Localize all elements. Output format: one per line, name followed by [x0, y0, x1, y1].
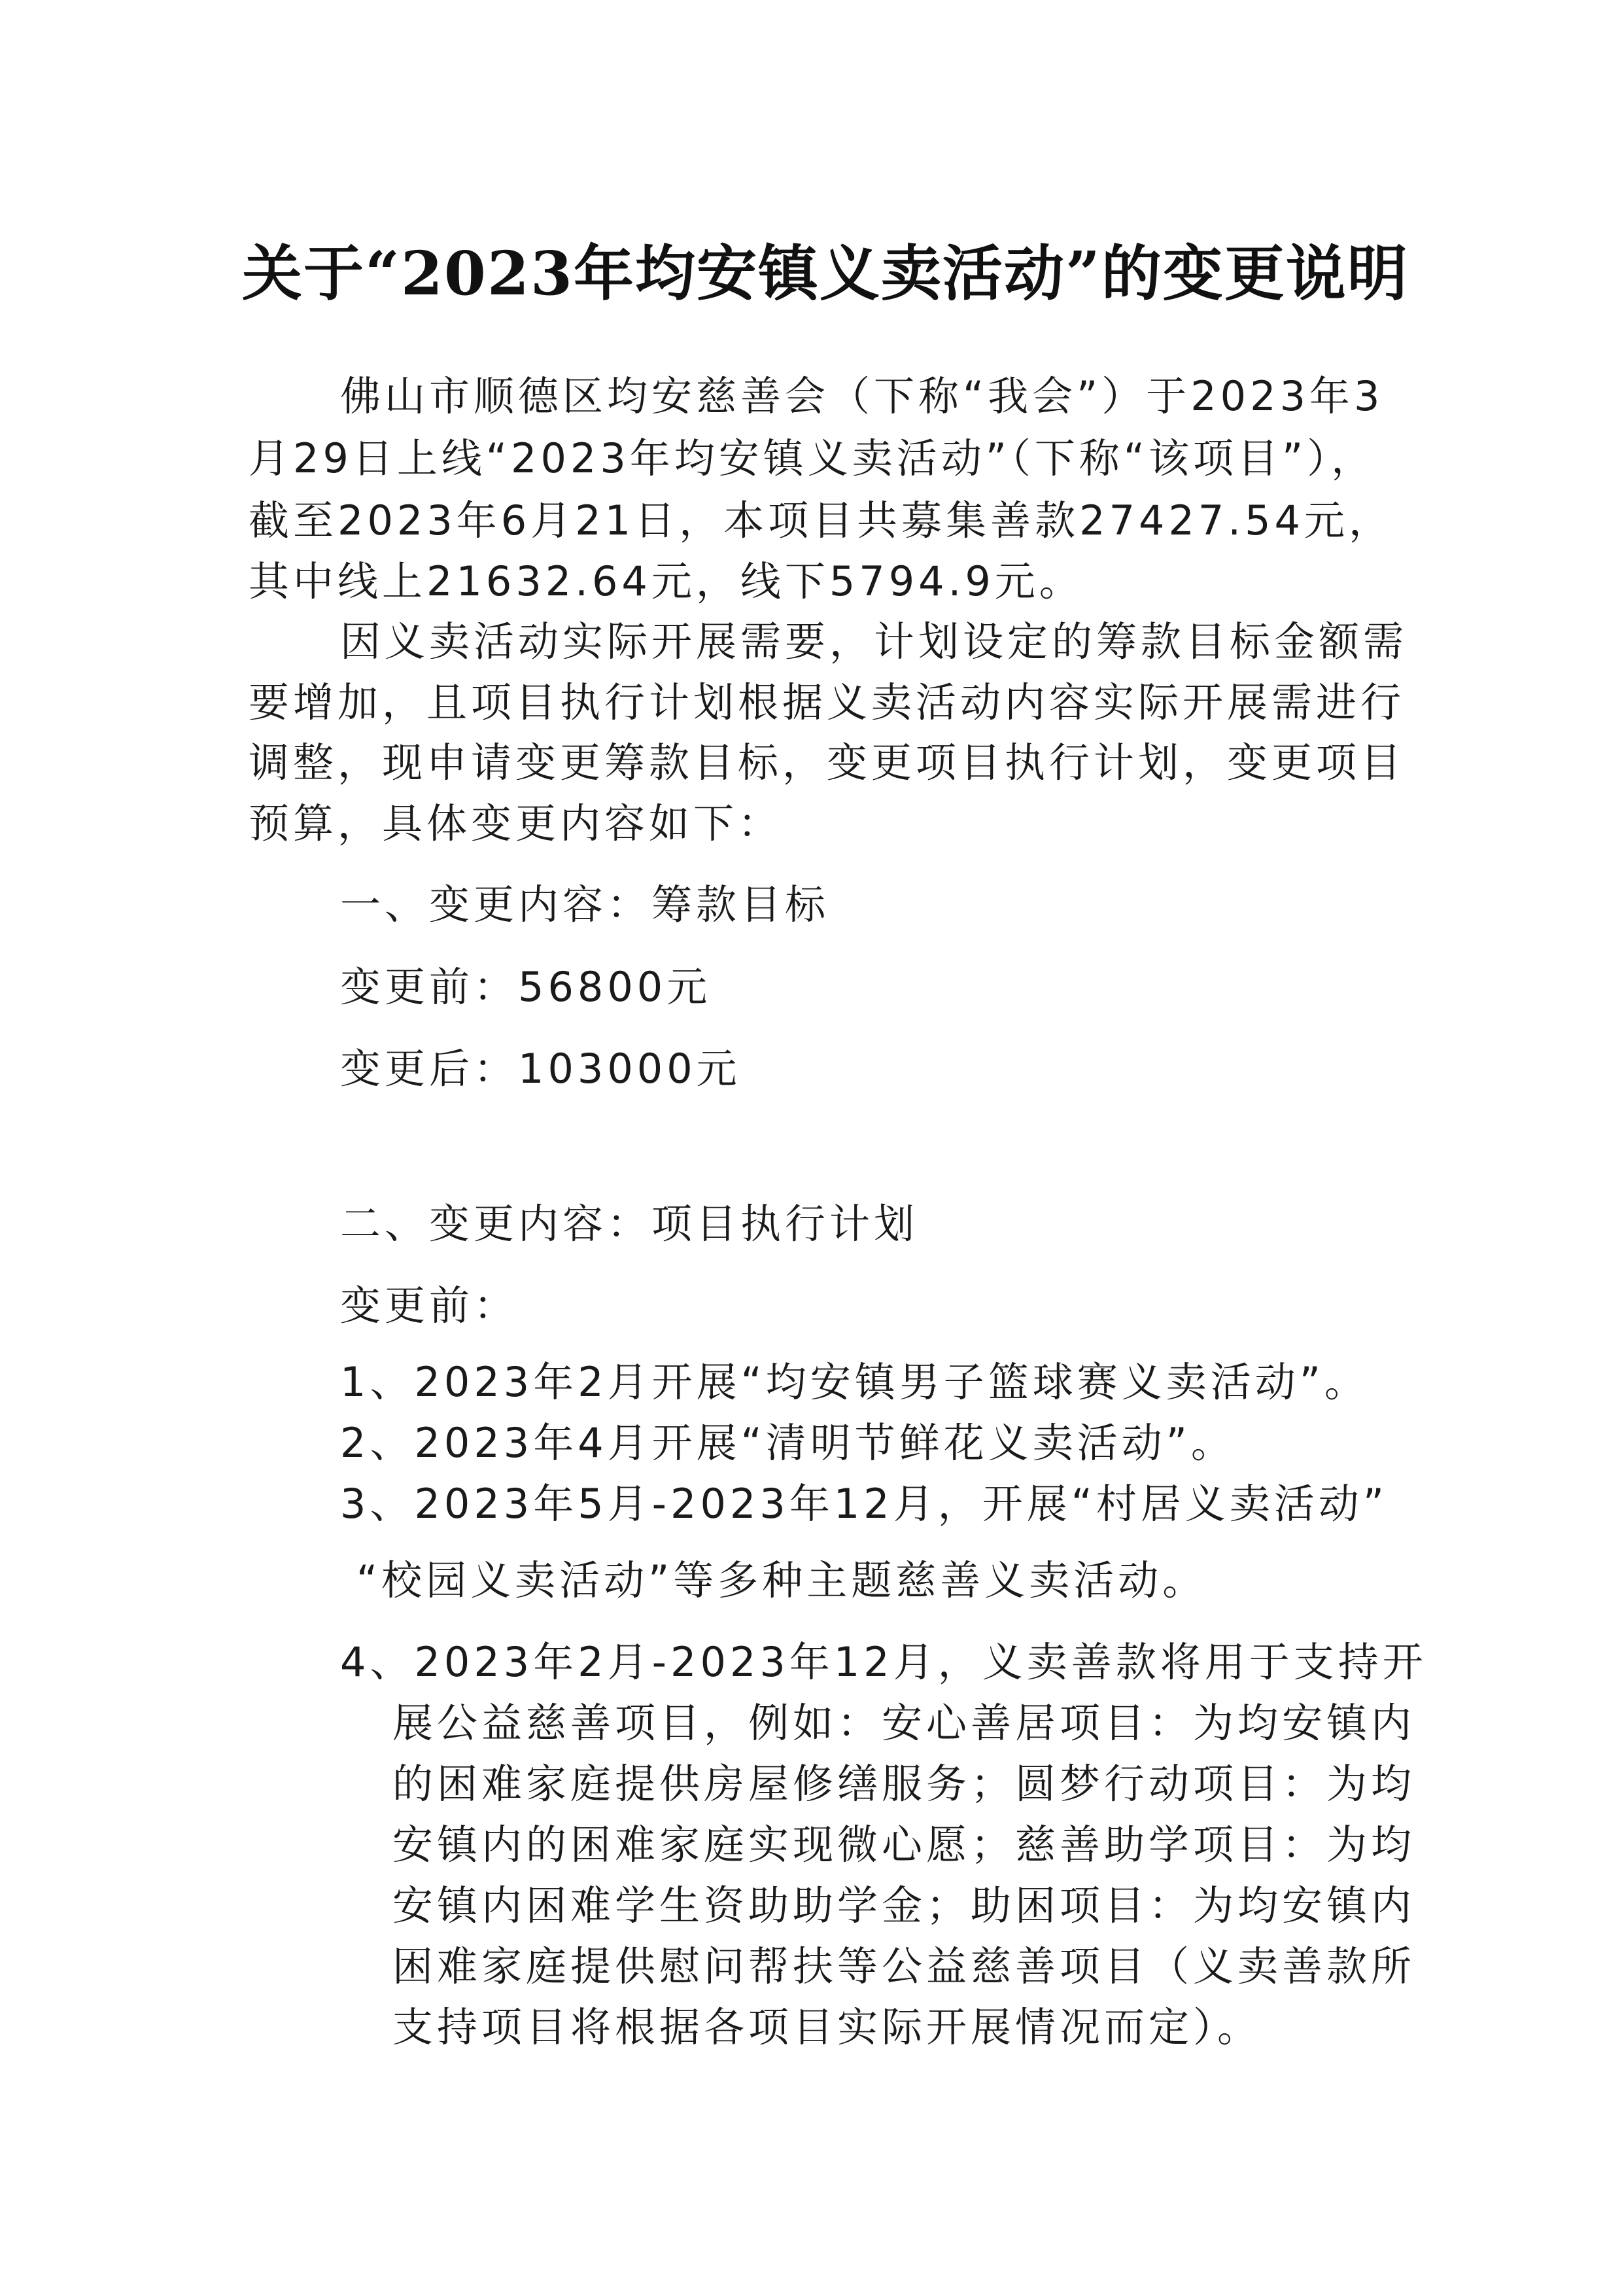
plan-item-continued: 的困难家庭提供房屋修缮服务；圆梦行动项目：为均	[392, 1760, 1416, 1808]
section1-after: 变更后：103000元	[340, 1045, 741, 1093]
intro-line: 佛山市顺德区均安慈善会（下称“我会”）于2023年3	[340, 372, 1384, 420]
reason-line: 因义卖活动实际开展需要，计划设定的筹款目标金额需	[340, 618, 1408, 665]
section1-heading: 一、变更内容：筹款目标	[340, 881, 830, 928]
intro-line: 月29日上线“2023年均安镇义卖活动”（下称“该项目”），	[249, 434, 1376, 482]
plan-item-continued: 安镇内困难学生资助助学金；助困项目：为均安镇内	[392, 1882, 1416, 1929]
plan-item: 3、2023年5月-2023年12月，开展“村居义卖活动”	[340, 1480, 1388, 1528]
section2-before-label: 变更前：	[340, 1282, 519, 1329]
plan-item-continued: 安镇内的困难家庭实现微心愿；慈善助学项目：为均	[392, 1821, 1416, 1868]
reason-line: 预算，具体变更内容如下：	[249, 799, 783, 847]
section2-heading: 二、变更内容：项目执行计划	[340, 1200, 919, 1248]
section1-before: 变更前：56800元	[340, 963, 712, 1011]
plan-item: 4、2023年2月-2023年12月，义卖善款将用于支持开	[340, 1638, 1427, 1686]
plan-item-continued: “校园义卖活动”等多种主题慈善义卖活动。	[356, 1556, 1207, 1604]
intro-line: 其中线上21632.64元，线下5794.9元。	[249, 557, 1084, 605]
plan-item-continued: 困难家庭提供慰问帮扶等公益慈善项目（义卖善款所	[392, 1942, 1416, 1990]
reason-line: 要增加，且项目执行计划根据义卖活动内容实际开展需进行	[249, 678, 1406, 726]
plan-item: 1、2023年2月开展“均安镇男子篮球赛义卖活动”。	[340, 1358, 1369, 1406]
plan-item: 2、2023年4月开展“清明节鲜花义卖活动”。	[340, 1419, 1235, 1467]
intro-line: 截至2023年6月21日，本项目共募集善款27427.54元，	[249, 497, 1393, 544]
document-title: 关于“2023年均安镇义卖活动”的变更说明	[242, 238, 1409, 309]
plan-item-continued: 展公益慈善项目，例如：安心善居项目：为均安镇内	[392, 1699, 1416, 1747]
reason-line: 调整，现申请变更筹款目标，变更项目执行计划，变更项目	[249, 739, 1406, 786]
plan-item-continued: 支持项目将根据各项目实际开展情况而定）。	[392, 2003, 1262, 2051]
